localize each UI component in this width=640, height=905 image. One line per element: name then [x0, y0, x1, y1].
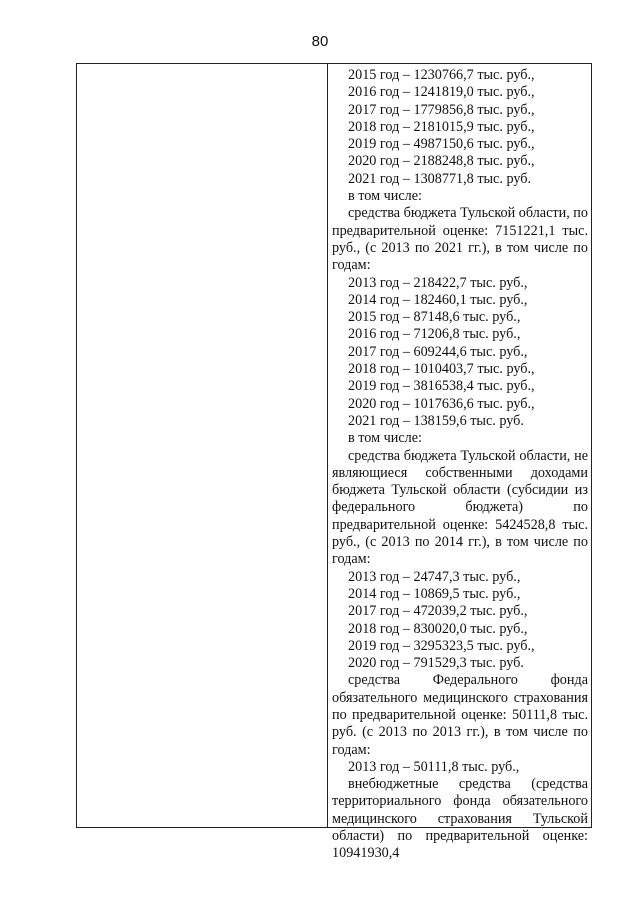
text-line: 2018 год – 1010403,7 тыс. руб., [348, 361, 535, 378]
text-line: 2017 год – 609244,6 тыс. руб., [348, 343, 528, 360]
document-table [76, 63, 592, 862]
text-line: 2014 год – 10869,5 тыс. руб., [348, 585, 521, 602]
text-paragraph: средства бюджета Тульской области, по предварительной оценке: 7151221,1 тыс. руб., (с 2013 по 2021 гг.), в том числе по годам: [332, 205, 588, 274]
text-line: 2020 год – 1017636,6 тыс. руб., [348, 395, 535, 412]
text-line: 2018 год – 830020,0 тыс. руб., [348, 620, 528, 637]
text-line: 2016 год – 1241819,0 тыс. руб., [348, 84, 535, 101]
text-line: в том числе: [348, 188, 422, 205]
text-paragraph: средства Федерального фонда обязательного медицинского страхования по предварительной оценке: 50111,8 тыс. руб. (с 2013 по 2013 гг.), в том числе по годам: [332, 672, 588, 758]
text-line: 2016 год – 71206,8 тыс. руб., [348, 326, 521, 343]
text-line: 2019 год – 3295323,5 тыс. руб., [348, 637, 535, 654]
text-line: 2017 год – 1779856,8 тыс. руб., [348, 101, 535, 118]
text-line: 2013 год – 218422,7 тыс. руб., [348, 274, 528, 291]
text-line: 2015 год – 1230766,7 тыс. руб., [348, 67, 535, 83]
text-line: 2017 год – 472039,2 тыс. руб., [348, 603, 528, 620]
text-line: 2019 год – 3816538,4 тыс. руб., [348, 378, 535, 395]
text-paragraph: средства бюджета Тульской области, не являющиеся собственными доходами бюджета Тульской области (субсидии из федерального бюджета) по предварительной оценке: 5424528,8 тыс. руб., (с 2013 по 2014 гг.), в том числе по годам: [332, 447, 588, 568]
column-divider [327, 64, 328, 827]
text-line: 2015 год – 87148,6 тыс. руб., [348, 309, 521, 326]
text-line: 2013 год – 24747,3 тыс. руб., [348, 568, 521, 585]
text-paragraph: внебюджетные средства (средства территориального фонда обязательного медицинского страхования Тульской области) по предварительной оценке: 10941930,4 [332, 776, 588, 862]
text-line: 2020 год – 2188248,8 тыс. руб., [348, 153, 535, 170]
text-line: 2020 год – 791529,3 тыс. руб. [348, 655, 524, 672]
text-line: 2021 год – 1308771,8 тыс. руб. [348, 170, 532, 187]
text-line: 2018 год – 2181015,9 тыс. руб., [348, 118, 535, 135]
page-number: 80 [311, 33, 329, 50]
text-line: в том числе: [348, 430, 422, 447]
text-line: 2021 год – 138159,6 тыс. руб. [348, 412, 524, 429]
text-line: 2013 год – 50111,8 тыс. руб., [348, 758, 520, 775]
text-line: 2019 год – 4987150,6 тыс. руб., [348, 136, 535, 153]
text-line: 2014 год – 182460,1 тыс. руб., [348, 291, 528, 308]
table-right-cell [332, 67, 588, 863]
